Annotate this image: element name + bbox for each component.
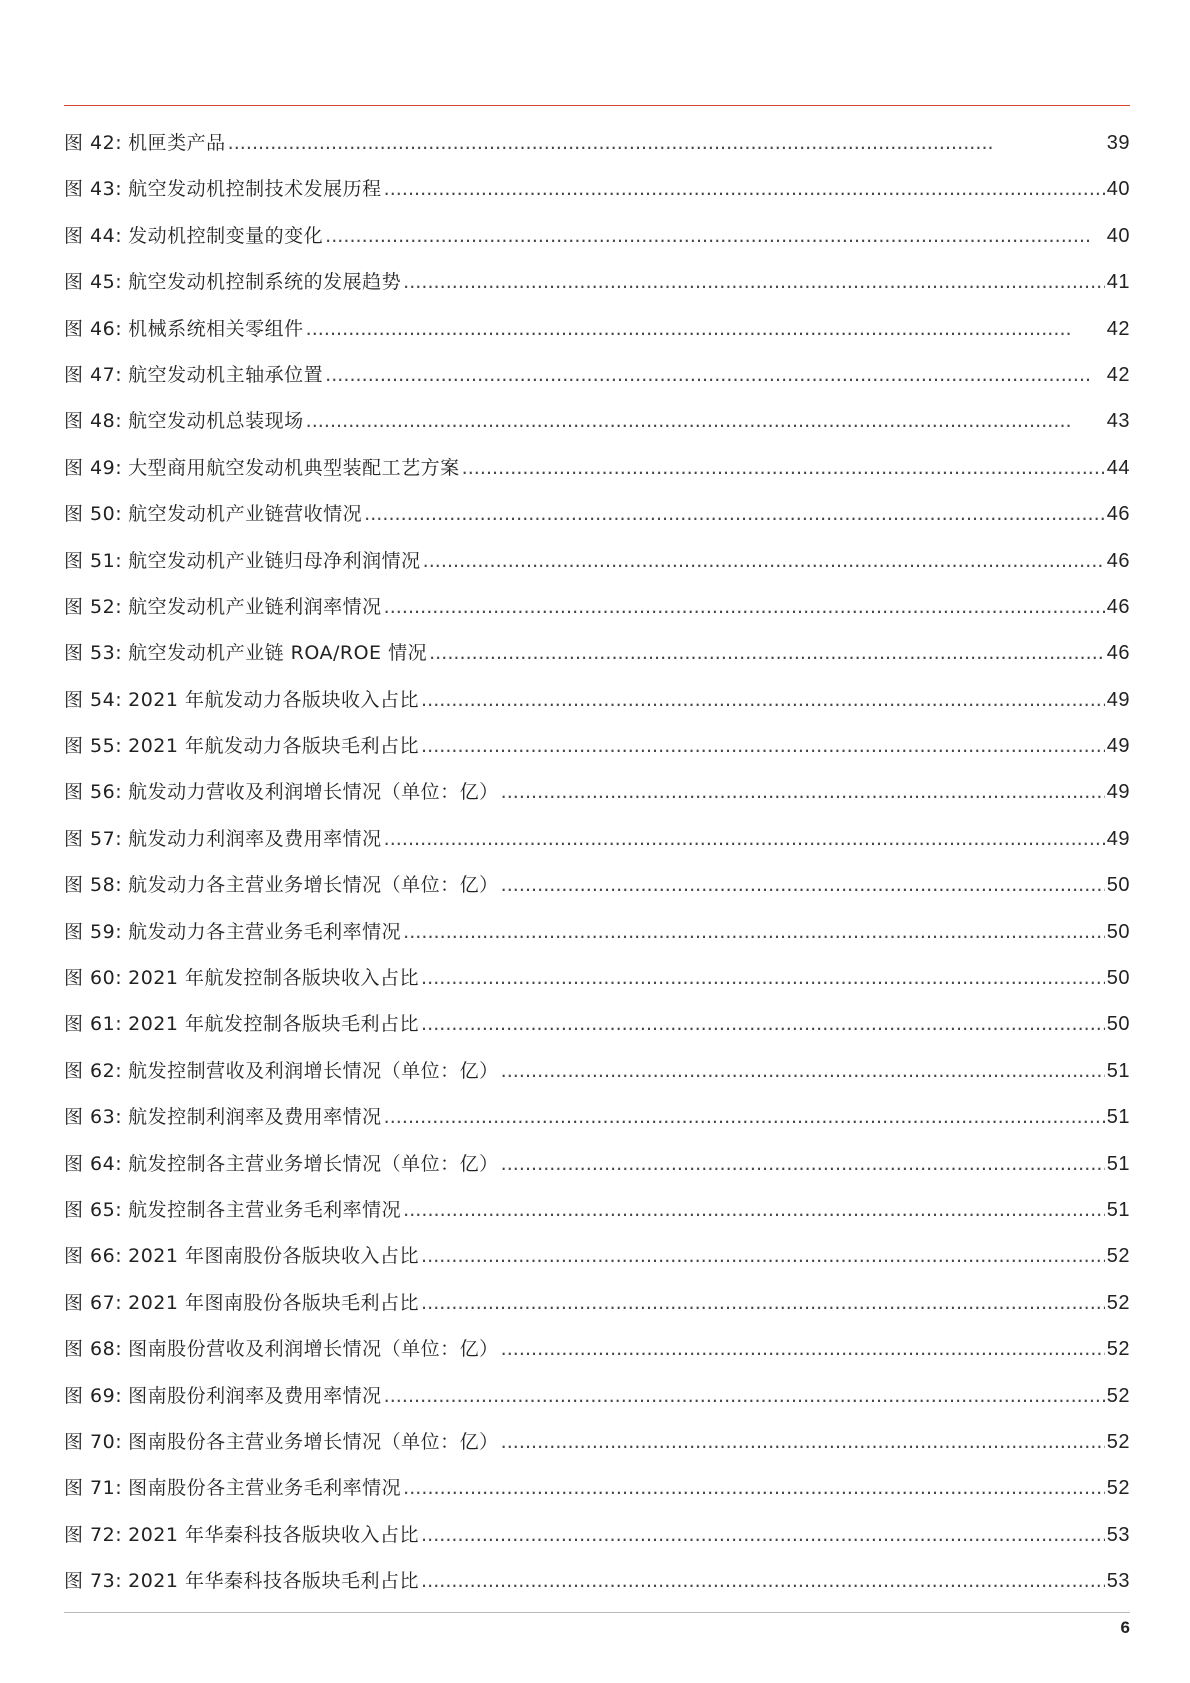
- toc-figure-label: 图 48:: [64, 410, 123, 433]
- toc-figure-title: 图南股份营收及利润增长情况（单位：亿）: [128, 1338, 499, 1361]
- toc-dot-leader: [384, 166, 1105, 212]
- toc-dot-leader: [306, 306, 1105, 352]
- toc-page-number: 43: [1106, 410, 1130, 433]
- toc-figure-title: 航发控制各主营业务增长情况（单位：亿）: [128, 1152, 499, 1175]
- toc-dot-leader: [421, 1233, 1105, 1279]
- toc-figure-label: 图 45:: [64, 271, 123, 294]
- toc-figure-label: 图 58:: [64, 874, 123, 897]
- toc-dot-leader: [501, 1141, 1105, 1187]
- toc-entry[interactable]: [64, 1373, 1130, 1419]
- toc-figure-label: 图 60:: [64, 967, 123, 990]
- toc-page-number: 51: [1106, 1106, 1130, 1129]
- toc-entry[interactable]: [64, 120, 1130, 166]
- toc-figure-label: 图 73:: [64, 1570, 123, 1593]
- toc-figure-title: 发动机控制变量的变化: [128, 224, 324, 247]
- toc-figure-title: 航发控制营收及利润增长情况（单位：亿）: [128, 1059, 499, 1082]
- toc-dot-leader: [421, 723, 1105, 769]
- toc-page-number: 42: [1106, 363, 1130, 386]
- toc-entry[interactable]: [64, 1094, 1130, 1140]
- toc-figure-label: 图 70:: [64, 1430, 123, 1453]
- toc-entry[interactable]: [64, 213, 1130, 259]
- toc-figure-label: 图 68:: [64, 1338, 123, 1361]
- toc-entry[interactable]: [64, 259, 1130, 305]
- toc-entry[interactable]: [64, 630, 1130, 676]
- toc-entry[interactable]: [64, 1465, 1130, 1511]
- toc-figure-title: 2021 年华秦科技各版块收入占比: [128, 1523, 420, 1546]
- toc-figure-label: 图 51:: [64, 549, 123, 572]
- toc-figure-label: 图 69:: [64, 1384, 123, 1407]
- toc-page-number: 40: [1106, 224, 1130, 247]
- toc-figure-label: 图 55:: [64, 735, 123, 758]
- toc-entry[interactable]: [64, 166, 1130, 212]
- toc-dot-leader: [325, 352, 1105, 398]
- toc-figure-title: 航发动力营收及利润增长情况（单位：亿）: [128, 781, 499, 804]
- toc-dot-leader: [306, 398, 1105, 444]
- toc-entry[interactable]: [64, 769, 1130, 815]
- toc-figure-title: 航空发动机控制系统的发展趋势: [128, 271, 402, 294]
- toc-figure-label: 图 59:: [64, 920, 123, 943]
- toc-page-number: 49: [1106, 688, 1130, 711]
- toc-dot-leader: [501, 1048, 1105, 1094]
- toc-figure-title: 图南股份利润率及费用率情况: [128, 1384, 382, 1407]
- toc-dot-leader: [384, 816, 1105, 862]
- toc-dot-leader: [403, 259, 1105, 305]
- toc-page-number: 53: [1106, 1523, 1130, 1546]
- toc-dot-leader: [421, 677, 1105, 723]
- toc-figure-label: 图 53:: [64, 642, 123, 665]
- toc-figure-title: 2021 年图南股份各版块毛利占比: [128, 1291, 420, 1314]
- toc-dot-leader: [501, 1419, 1105, 1465]
- toc-page-number: 52: [1106, 1384, 1130, 1407]
- toc-entry[interactable]: [64, 1233, 1130, 1279]
- toc-page-number: 49: [1106, 827, 1130, 850]
- toc-figure-title: 航空发动机总装现场: [128, 410, 304, 433]
- toc-entry[interactable]: [64, 1326, 1130, 1372]
- toc-figure-title: 2021 年航发动力各版块毛利占比: [128, 735, 420, 758]
- toc-page-number: 46: [1106, 549, 1130, 572]
- toc-entry[interactable]: [64, 1558, 1130, 1604]
- toc-entry[interactable]: [64, 584, 1130, 630]
- toc-page-number: 40: [1106, 178, 1130, 201]
- toc-figure-label: 图 47:: [64, 363, 123, 386]
- toc-dot-leader: [421, 955, 1105, 1001]
- toc-page-number: 50: [1106, 920, 1130, 943]
- toc-dot-leader: [429, 630, 1105, 676]
- toc-figure-label: 图 67:: [64, 1291, 123, 1314]
- toc-figure-title: 航空发动机产业链利润率情况: [128, 595, 382, 618]
- toc-figure-title: 航空发动机产业链 ROA/ROE 情况: [128, 642, 428, 665]
- toc-page-number: 50: [1106, 874, 1130, 897]
- page-number: 6: [1120, 1618, 1130, 1637]
- header-rule: [64, 105, 1130, 106]
- toc-figure-label: 图 46:: [64, 317, 123, 340]
- toc-figure-label: 图 62:: [64, 1059, 123, 1082]
- figure-toc-list: [64, 120, 1130, 1605]
- toc-dot-leader: [462, 445, 1105, 491]
- toc-dot-leader: [384, 1094, 1105, 1140]
- toc-dot-leader: [403, 1187, 1105, 1233]
- toc-entry[interactable]: [64, 398, 1130, 444]
- toc-figure-title: 航发动力利润率及费用率情况: [128, 827, 382, 850]
- toc-figure-title: 2021 年图南股份各版块收入占比: [128, 1245, 420, 1268]
- toc-page-number: 49: [1106, 781, 1130, 804]
- toc-figure-label: 图 54:: [64, 688, 123, 711]
- toc-figure-label: 图 49:: [64, 456, 123, 479]
- toc-page-number: 52: [1106, 1338, 1130, 1361]
- toc-page-number: 53: [1106, 1570, 1130, 1593]
- toc-page-number: 50: [1106, 967, 1130, 990]
- toc-page-number: 51: [1106, 1059, 1130, 1082]
- toc-figure-title: 2021 年华秦科技各版块毛利占比: [128, 1570, 420, 1593]
- toc-figure-title: 航空发动机主轴承位置: [128, 363, 324, 386]
- toc-entry[interactable]: [64, 677, 1130, 723]
- toc-dot-leader: [421, 1512, 1105, 1558]
- toc-entry[interactable]: [64, 445, 1130, 491]
- toc-dot-leader: [364, 491, 1105, 537]
- toc-page-number: 52: [1106, 1477, 1130, 1500]
- toc-entry[interactable]: [64, 352, 1130, 398]
- toc-entry[interactable]: [64, 955, 1130, 1001]
- toc-entry[interactable]: [64, 816, 1130, 862]
- toc-page-number: 42: [1106, 317, 1130, 340]
- toc-entry[interactable]: [64, 723, 1130, 769]
- toc-figure-title: 图南股份各主营业务毛利率情况: [128, 1477, 402, 1500]
- toc-figure-title: 航空发动机控制技术发展历程: [128, 178, 382, 201]
- toc-dot-leader: [501, 1326, 1105, 1372]
- toc-entry[interactable]: [64, 1512, 1130, 1558]
- toc-entry[interactable]: [64, 538, 1130, 584]
- toc-entry[interactable]: [64, 1141, 1130, 1187]
- toc-dot-leader: [325, 213, 1105, 259]
- toc-page-number: 49: [1106, 735, 1130, 758]
- toc-entry[interactable]: [64, 1280, 1130, 1326]
- toc-dot-leader: [403, 1465, 1105, 1511]
- toc-page-number: 46: [1106, 503, 1130, 526]
- toc-figure-label: 图 43:: [64, 178, 123, 201]
- toc-figure-label: 图 65:: [64, 1198, 123, 1221]
- toc-figure-label: 图 71:: [64, 1477, 123, 1500]
- toc-dot-leader: [228, 120, 1105, 166]
- toc-entry[interactable]: [64, 1001, 1130, 1047]
- toc-dot-leader: [384, 584, 1105, 630]
- toc-figure-title: 2021 年航发控制各版块毛利占比: [128, 1013, 420, 1036]
- toc-dot-leader: [501, 769, 1105, 815]
- toc-figure-title: 2021 年航发控制各版块收入占比: [128, 967, 420, 990]
- toc-figure-title: 航发动力各主营业务增长情况（单位：亿）: [128, 874, 499, 897]
- toc-dot-leader: [421, 1001, 1105, 1047]
- toc-figure-label: 图 56:: [64, 781, 123, 804]
- toc-figure-title: 图南股份各主营业务增长情况（单位：亿）: [128, 1430, 499, 1453]
- toc-entry[interactable]: [64, 491, 1130, 537]
- toc-page-number: 52: [1106, 1430, 1130, 1453]
- toc-page-number: 44: [1106, 456, 1130, 479]
- toc-entry[interactable]: [64, 909, 1130, 955]
- toc-entry[interactable]: [64, 306, 1130, 352]
- toc-figure-title: 航发控制各主营业务毛利率情况: [128, 1198, 402, 1221]
- toc-entry[interactable]: [64, 1187, 1130, 1233]
- toc-figure-label: 图 52:: [64, 595, 123, 618]
- toc-page-number: 50: [1106, 1013, 1130, 1036]
- toc-page-number: 52: [1106, 1245, 1130, 1268]
- toc-page-number: 46: [1106, 595, 1130, 618]
- toc-figure-title: 大型商用航空发动机典型装配工艺方案: [128, 456, 460, 479]
- toc-dot-leader: [501, 862, 1105, 908]
- toc-page-number: 52: [1106, 1291, 1130, 1314]
- toc-dot-leader: [421, 1558, 1105, 1604]
- toc-figure-label: 图 72:: [64, 1523, 123, 1546]
- toc-page-number: 41: [1106, 271, 1130, 294]
- toc-entry[interactable]: [64, 862, 1130, 908]
- toc-page-number: 39: [1106, 132, 1130, 154]
- toc-entry[interactable]: [64, 1048, 1130, 1094]
- toc-figure-title: 2021 年航发动力各版块收入占比: [128, 688, 420, 711]
- toc-dot-leader: [423, 538, 1105, 584]
- toc-figure-label: 图 44:: [64, 224, 123, 247]
- toc-figure-title: 机械系统相关零组件: [128, 317, 304, 340]
- toc-figure-label: 图 57:: [64, 827, 123, 850]
- toc-figure-label: 图 64:: [64, 1152, 123, 1175]
- toc-entry[interactable]: [64, 1419, 1130, 1465]
- toc-figure-title: 航发动力各主营业务毛利率情况: [128, 920, 402, 943]
- toc-page-number: 46: [1106, 642, 1130, 665]
- toc-figure-title: 航空发动机产业链归母净利润情况: [128, 549, 421, 572]
- toc-figure-label: 图 50:: [64, 503, 123, 526]
- toc-dot-leader: [421, 1280, 1105, 1326]
- footer-rule: [64, 1612, 1130, 1613]
- toc-page-number: 51: [1106, 1152, 1130, 1175]
- toc-figure-label: 图 63:: [64, 1106, 123, 1129]
- toc-figure-title: 机匣类产品: [128, 132, 226, 154]
- toc-page-number: 51: [1106, 1198, 1130, 1221]
- toc-figure-label: 图 42:: [64, 132, 123, 154]
- toc-dot-leader: [403, 909, 1105, 955]
- toc-figure-label: 图 66:: [64, 1245, 123, 1268]
- toc-figure-title: 航发控制利润率及费用率情况: [128, 1106, 382, 1129]
- toc-dot-leader: [384, 1373, 1105, 1419]
- toc-figure-title: 航空发动机产业链营收情况: [128, 503, 363, 526]
- toc-figure-label: 图 61:: [64, 1013, 123, 1036]
